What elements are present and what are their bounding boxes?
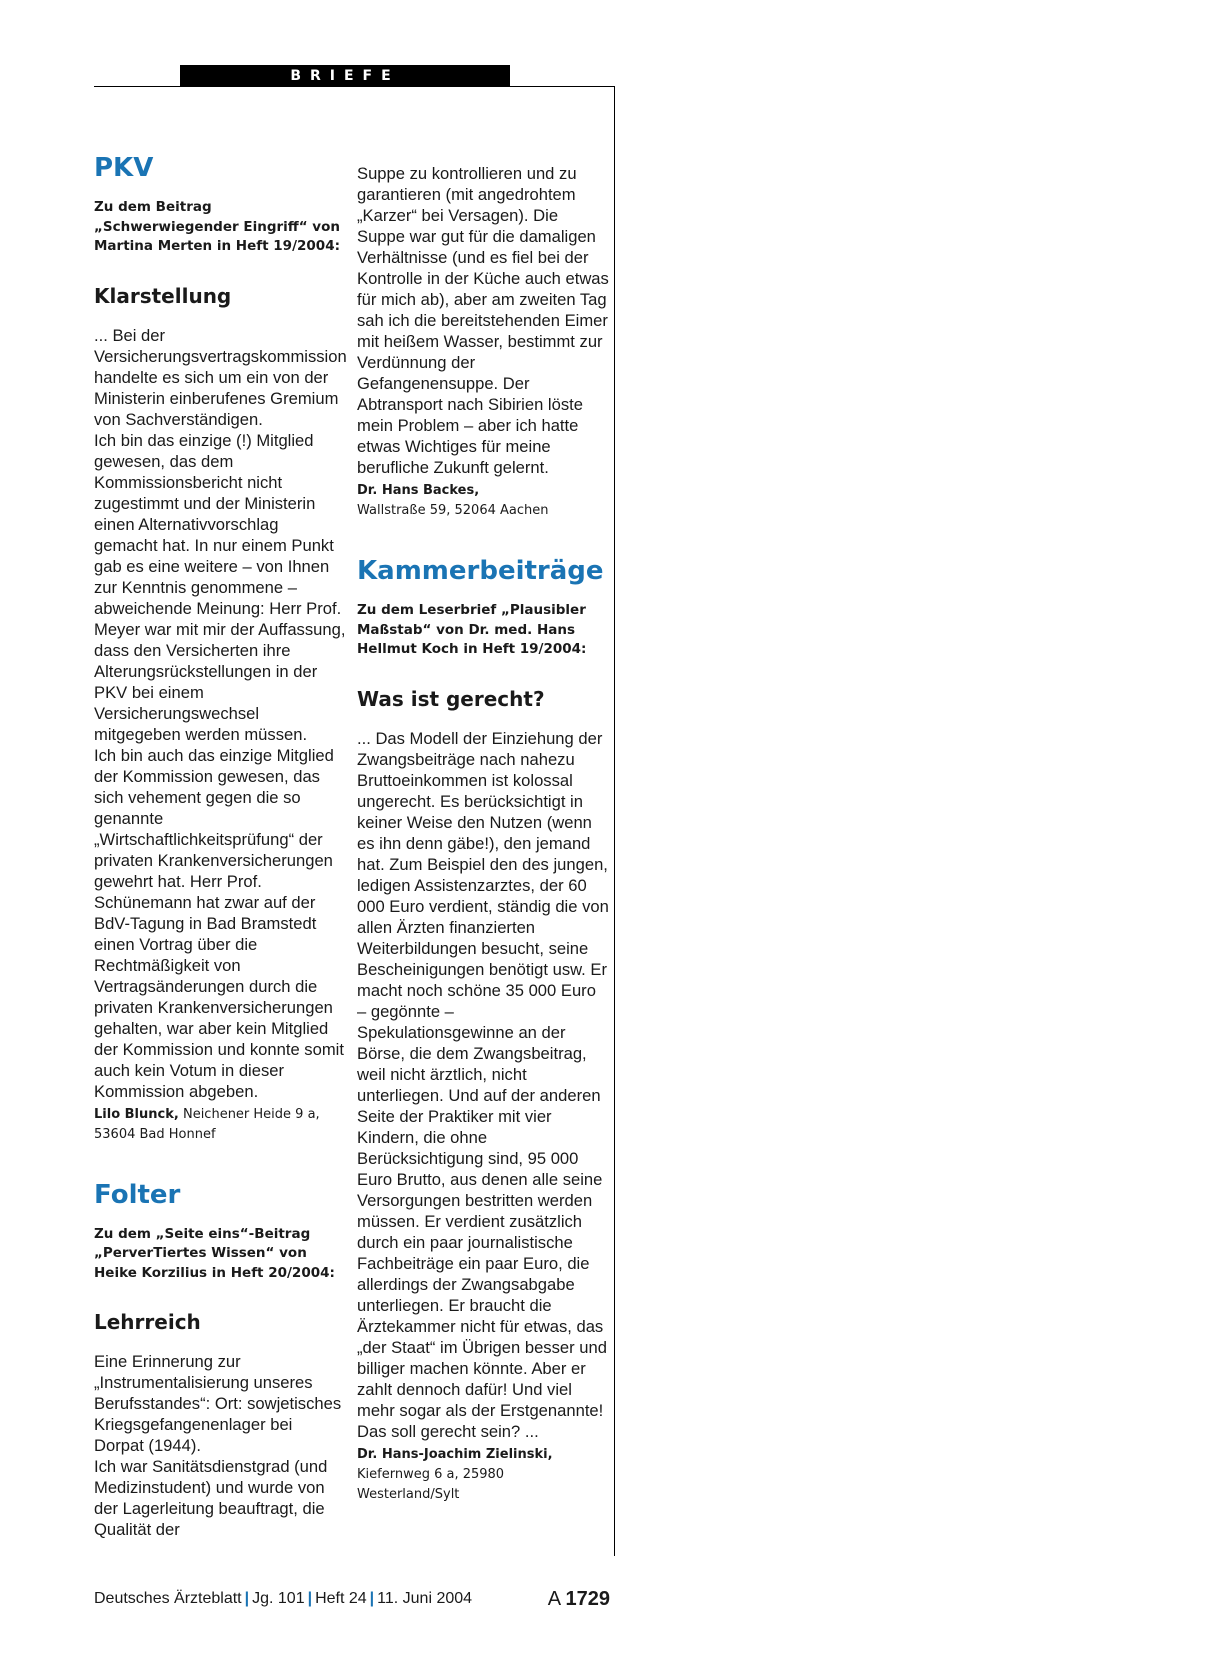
- page-prefix: A: [547, 1588, 560, 1610]
- issue-date: 11. Juni 2004: [377, 1590, 473, 1607]
- signature-name: Dr. Hans-Joachim Zielinski,: [357, 1446, 553, 1462]
- issue: Heft 24: [315, 1590, 367, 1607]
- paragraph: Ich war Sanitätsdienstgrad (und Medizinstudent) und wurde von der Lagerleitung beauftragt, die Qualität der: [94, 1457, 328, 1539]
- footer-separator: |: [244, 1590, 250, 1607]
- paragraph: Ich bin das einzige (!) Mitglied gewesen, das dem Kommissionsbericht nicht zugestimmt und der Ministerin einen Alternativvorschlag gemacht hat. In nur einem Punkt gab es eine weitere – von Ihnen zur Kenntnis genommene – abweichende Meinung: Herr Prof. Meyer war mit mir der Auffassung, dass den Versicherten ihre Alterungsrückstellungen in der PKV bei einem Versicherungswechsel mitgegeben werden müssen.: [94, 430, 346, 744]
- signature-name: Lilo Blunck,: [94, 1106, 179, 1122]
- signature-address: Kiefernweg 6 a, 25980 Westerland/Sylt: [357, 1466, 505, 1502]
- page-number-value: 1729: [565, 1588, 610, 1610]
- volume: Jg. 101: [252, 1590, 305, 1607]
- letter-body: [94, 1351, 346, 1540]
- signature-address: Wallstraße 59, 52064 Aachen: [357, 503, 549, 518]
- signature-address: Neichener Heide 9 a, 53604 Bad Honnef: [94, 1106, 320, 1142]
- letter-title: Was ist gerecht?: [357, 686, 545, 711]
- right-column: [357, 163, 609, 1505]
- signature: [357, 1445, 609, 1505]
- signature: [357, 481, 609, 521]
- paragraph: ... Das Modell der Einziehung der Zwangsbeiträge nach nahezu Bruttoeinkommen ist kolossal ungerecht. Es berücksichtigt in keiner Weise den Nutzen (wenn es ihn denn gäbe!), den jemand hat. Zum Beispiel den des jungen, ledigen Assistenzarztes, der 60 000 Euro verdient, ständig die von allen Ärzten finanzierten Weiterbildungen besucht, seine Bescheinigungen benötigt usw. Er macht noch schöne 35 000 Euro – gegönnte – Spekulationsgewinne an der Börse, die dem Zwangsbeitrag, weil nicht ärztlich, nicht unterliegen. Und auf der anderen Seite der Praktiker mit vier Kindern, die ohne Berücksichtigung sind, 95 000 Euro Brutto, aus denen alle seine Versorgungen bestritten werden müssen. Er verdient zusätzlich durch ein paar journalistische Fachbeiträge ein paar Euro, die allerdings der Zwangsabgabe unterliegen. Er braucht die Ärztekammer nicht für etwas, das „der Staat“ im Übrigen besser und billiger machen könnte. Aber er zahlt dennoch dafür! Und viel mehr sogar als der Erstgenannte! Das soll gerecht sein? ...: [357, 728, 609, 1441]
- section-heading-kammerbeitraege: Kammerbeiträge: [357, 556, 604, 586]
- section-label: BRIEFE: [180, 65, 510, 87]
- letter-body: [94, 325, 346, 1102]
- column-divider: [614, 86, 615, 1556]
- paragraph: Ich bin auch das einzige Mitglied der Kommission gewesen, das sich vehement gegen die so genannte „Wirtschaftlichkeitsprüfung“ der privaten Krankenversicherungen gewehrt hat. Herr Prof. Schünemann hat zwar auf der BdV-Tagung in Bad Bramstedt einen Vortrag über die Rechtmäßigkeit von Vertragsänderungen durch die privaten Krankenversicherungen gehalten, war aber kein Mitglied der Kommission und konnte somit auch kein Votum in dieser Kommission abgeben.: [94, 745, 344, 1101]
- section-heading-pkv: PKV: [94, 153, 154, 183]
- left-column: [94, 152, 346, 1540]
- page-number: [548, 1585, 610, 1613]
- paragraph: ... Bei der Versicherungsvertragskommission handelte es sich um ein von der Ministerin einberufenes Gremium von Sachverständigen.: [94, 325, 347, 429]
- footer-separator: |: [369, 1590, 375, 1607]
- letter-intro: Zu dem „Seite eins“-Beitrag „PerverTiertes Wissen“ von Heike Korzilius in Heft 20/2004:: [94, 1225, 335, 1281]
- letter-title: Klarstellung: [94, 283, 232, 308]
- paragraph: Suppe zu kontrollieren und zu garantieren (mit angedrohtem „Karzer“ bei Versagen). Die Suppe war gut für die damaligen Verhältnisse (und es fiel bei der Kontrolle in der Küche auch etwas für mich ab), aber am zweiten Tag sah ich die bereitstehenden Eimer mit heißem Wasser, bestimmt zur Verdünnung der Gefangenensuppe. Der Abtransport nach Sibirien löste mein Problem – aber ich hatte etwas Wichtiges für meine berufliche Zukunft gelernt.: [357, 164, 609, 477]
- footer-separator: |: [307, 1590, 313, 1607]
- letter-body: [357, 728, 609, 1442]
- signature-name: Dr. Hans Backes,: [357, 483, 480, 498]
- letter-intro: Zu dem Beitrag „Schwerwiegender Eingriff“ von Martina Merten in Heft 19/2004:: [94, 199, 340, 254]
- letter-intro: Zu dem Leserbrief „Plausibler Maßstab“ von Dr. med. Hans Hellmut Koch in Heft 19/2004:: [357, 602, 587, 657]
- letter-title: Lehrreich: [94, 1310, 201, 1334]
- paragraph: Eine Erinnerung zur „Instrumentalisierung unseres Berufsstandes“: Ort: sowjetisches Kriegsgefangenenlager bei Dorpat (1944).: [94, 1352, 342, 1455]
- signature: [94, 1105, 346, 1145]
- journal-name: Deutsches Ärzteblatt: [94, 1590, 242, 1607]
- letter-body-continued: [357, 163, 609, 478]
- page-footer: [94, 1585, 610, 1613]
- section-heading-folter: Folter: [94, 1179, 181, 1210]
